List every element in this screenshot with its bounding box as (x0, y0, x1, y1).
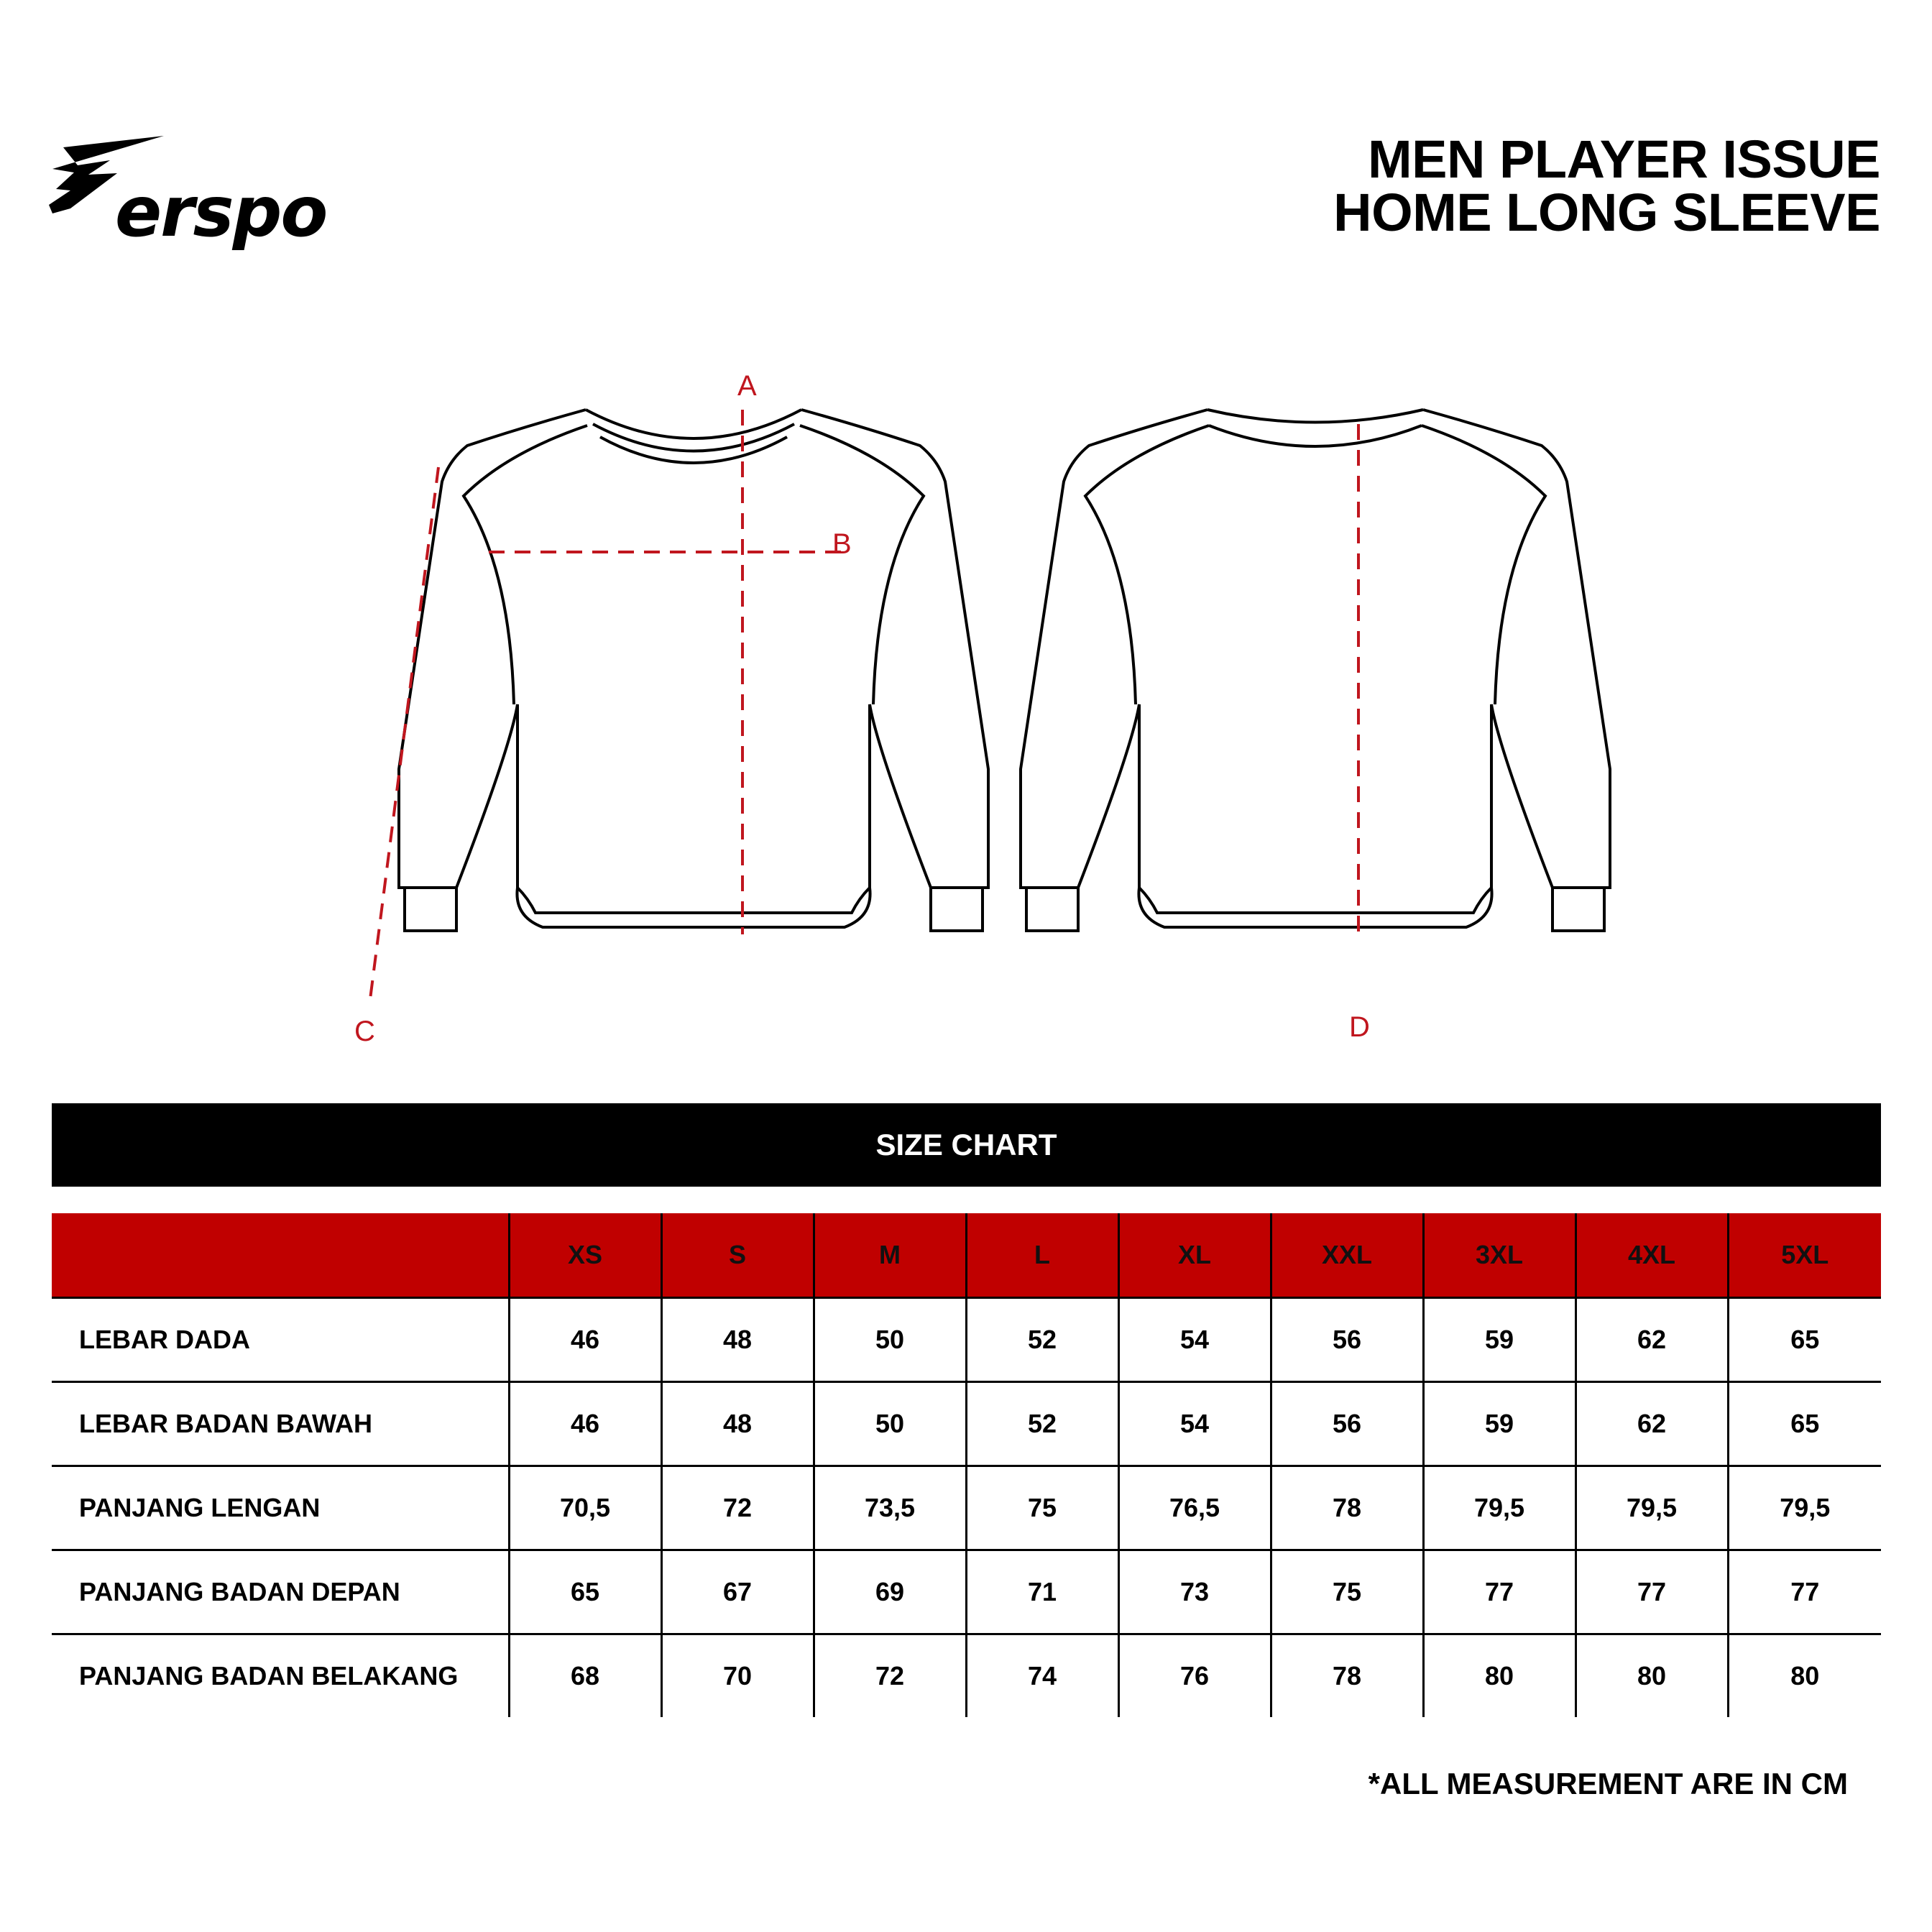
table-cell: 77 (1576, 1550, 1728, 1634)
table-cell: 70,5 (509, 1466, 661, 1550)
size-header: M (814, 1213, 966, 1298)
table-row (52, 1382, 1881, 1466)
size-header: L (966, 1213, 1118, 1298)
table-cell: 80 (1423, 1634, 1576, 1718)
table-cell: 77 (1423, 1550, 1576, 1634)
sweatshirt-diagram-svg (0, 359, 1932, 1078)
product-title-line-2: HOME LONG SLEEVE (1333, 183, 1880, 242)
front-view (370, 410, 988, 999)
table-cell: 50 (814, 1382, 966, 1466)
size-chart-heading: SIZE CHART (52, 1103, 1881, 1187)
table-cell: 75 (1271, 1550, 1423, 1634)
table-cell: 79,5 (1423, 1466, 1576, 1550)
table-cell: 52 (966, 1382, 1118, 1466)
label-a: A (737, 370, 757, 402)
table-cell: 54 (1118, 1382, 1271, 1466)
table-cell: 72 (661, 1466, 814, 1550)
table-row (52, 1466, 1881, 1550)
table-cell: 79,5 (1576, 1466, 1728, 1550)
table-cell: 59 (1423, 1298, 1576, 1382)
table-row (52, 1550, 1881, 1634)
table-row (52, 1298, 1881, 1382)
label-b: B (832, 528, 852, 560)
table-cell: 69 (814, 1550, 966, 1634)
table-cell: 50 (814, 1298, 966, 1382)
table-cell: 77 (1728, 1550, 1881, 1634)
row-label: PANJANG BADAN BELAKANG (79, 1661, 459, 1690)
table-cell: 65 (1728, 1298, 1881, 1382)
table-cell: 59 (1423, 1382, 1576, 1466)
garment-measurement-diagram (0, 359, 1932, 1078)
table-cell: 68 (509, 1634, 661, 1718)
size-table (52, 1213, 1881, 1717)
table-cell: 46 (509, 1298, 661, 1382)
label-c: C (354, 1016, 375, 1047)
product-title (1333, 129, 1880, 242)
size-header: 4XL (1576, 1213, 1728, 1298)
size-header: XXL (1271, 1213, 1423, 1298)
size-header: 3XL (1423, 1213, 1576, 1298)
size-header: XL (1118, 1213, 1271, 1298)
table-cell: 74 (966, 1634, 1118, 1718)
brand-wordmark: erspo (115, 172, 327, 252)
table-cell: 79,5 (1728, 1466, 1881, 1550)
table-cell: 72 (814, 1634, 966, 1718)
table-cell: 48 (661, 1382, 814, 1466)
size-header: S (661, 1213, 814, 1298)
table-cell: 71 (966, 1550, 1118, 1634)
table-cell: 46 (509, 1382, 661, 1466)
size-header-row (52, 1213, 1881, 1298)
label-d: D (1349, 1011, 1370, 1043)
table-cell: 56 (1271, 1382, 1423, 1466)
size-header: XS (509, 1213, 661, 1298)
table-cell: 78 (1271, 1634, 1423, 1718)
row-label: LEBAR DADA (52, 1298, 509, 1382)
table-cell: 76,5 (1118, 1466, 1271, 1550)
table-cell: 48 (661, 1298, 814, 1382)
back-view (1021, 410, 1610, 934)
table-cell: 56 (1271, 1298, 1423, 1382)
table-cell: 80 (1728, 1634, 1881, 1718)
corner-cell (52, 1213, 509, 1298)
table-cell: 78 (1271, 1466, 1423, 1550)
table-cell: 62 (1576, 1298, 1728, 1382)
brand-logo (49, 133, 327, 255)
table-cell: 62 (1576, 1382, 1728, 1466)
size-header: 5XL (1728, 1213, 1881, 1298)
table-cell: 75 (966, 1466, 1118, 1550)
table-cell: 52 (966, 1298, 1118, 1382)
table-cell: 65 (1728, 1382, 1881, 1466)
row-label: LEBAR BADAN BAWAH (52, 1382, 509, 1466)
product-title-line-1: MEN PLAYER ISSUE (1368, 129, 1880, 189)
table-cell: 65 (509, 1550, 661, 1634)
table-cell: 80 (1576, 1634, 1728, 1718)
table-cell: 76 (1118, 1634, 1271, 1718)
table-cell: 73,5 (814, 1466, 966, 1550)
measurement-footnote: *ALL MEASUREMENT ARE IN CM (1368, 1767, 1848, 1800)
table-cell: 73 (1118, 1550, 1271, 1634)
row-label: PANJANG BADAN DEPAN (52, 1550, 509, 1634)
table-cell: 70 (661, 1634, 814, 1718)
table-cell: 67 (661, 1550, 814, 1634)
table-cell: 54 (1118, 1298, 1271, 1382)
table-row (52, 1634, 1881, 1718)
row-label: PANJANG LENGAN (52, 1466, 509, 1550)
